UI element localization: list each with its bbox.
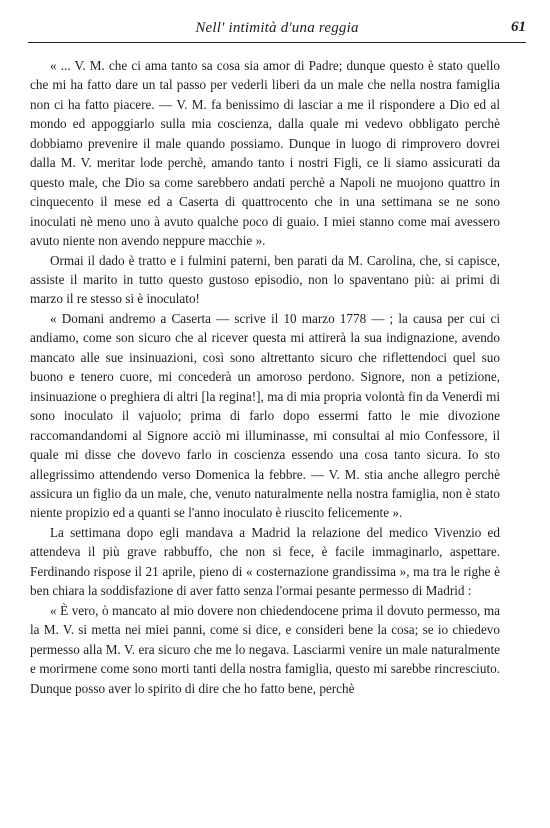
paragraph-1: « ... V. M. che ci ama tanto sa cosa sia amor di Padre; dunque questo è stato quello che mi ha fatto dare un tal passo per vederli liberi da un male che nella nostra famiglia non ci ha fatto piacere. — V. M. fa benissimo di lasciar a me il rispondere a Dio ed al mondo ed appoggiarlo sulla mia coscienza, dalla quale mi vedevo obbligato perchè dobbiamo prevenire il male quando possiamo. Dunque in luogo di rimprovero dovrei dalla M. V. meritar lode perchè, amando tanto i nostri Figli, ce li siamo assicurati da questo male, che Dio sa come sarebbero andati perchè a Napoli ne muojono quattro in cinquecento il mese ed a Caserta di quattrocento che in una settimana se ne sono inoculati nè meno uno à avuto qualche poco di guaio. I miei stanno come mai avessero avuto niente non avendo neppure macchie ». [30, 58, 500, 249]
page-body [30, 56, 500, 698]
running-title: Nell' intimità d'una reggia [195, 20, 359, 36]
running-header [28, 18, 526, 43]
paragraph-5: « È vero, ò mancato al mio dovere non chiedendocene prima il dovuto permesso, ma la M. V. si metta nei miei panni, come si dice, e consideri bene la cosa; se io chiedevo permesso alla M. V. era sicuro che me lo negava. Lasciarmi venire un male naturalmente e morirmene come sono morti tanti della nostra famiglia, questo mi sarebbe rincresciuto. Dunque posso aver lo spirito di dire che ho fatto bene, perchè [30, 602, 500, 696]
paragraph-4: La settimana dopo egli mandava a Madrid la relazione del medico Vivenzio ed attendeva il più grave rabbuffo, che non si fece, è facile immaginarlo, aspettare. Ferdinando rispose il 21 aprile, pieno di « costernazione grandissima », ma tra le righe è ben chiara la soddisfazione di aver fatto senza l'ormai pesante permesso di Madrid : [30, 524, 500, 599]
paragraph-2: Ormai il dado è tratto e i fulmini paterni, ben parati da M. Carolina, che, si capisce, assiste il marito in tutto questo gustoso episodio, non lo spaventano più: ai primi di marzo il re stesso si è inoculato! [30, 252, 500, 307]
paragraph-3: « Domani andremo a Caserta — scrive il 10 marzo 1778 — ; la causa per cui ci andiamo, come son sicuro che al ricever questa mi attirerà la sua indignazione, avendo mancato alle sue insinuazioni, così sono altrettanto sicuro che riflettendoci quel suo buono e tenero cuore, mi concederà un amoroso perdono. Signore, non a petizione, insinuazione o preghiera di altri [la regina!], ma di mia propria volontà fin da Venerdì mi sono inoculato il vajuolo; prima di farlo dopo essermi fatto le mie divozione raccomandandomi al Signore acciò mi illuminasse, mi consultai al mio Confessore, il quale mi disse che dovevo farlo in coscienza essendo una cosa tanto sicura. Io sto allegrissimo attendendo verso Domenica la febbre. — V. M. stia anche allegro perchè assicura un figlio da un male, che, venuto naturalmente nella nostra famiglia, non è stato niente propizio ed a quanti se l'anno inoculato è riuscito felicemente ». [30, 310, 500, 521]
page-number: 61 [511, 19, 526, 35]
